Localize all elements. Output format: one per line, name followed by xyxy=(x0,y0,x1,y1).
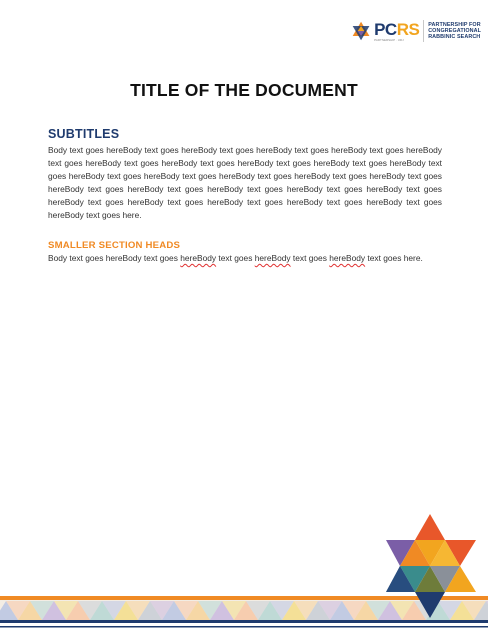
logo-name xyxy=(428,22,481,41)
body2-part-7: text goes here. xyxy=(365,253,423,263)
body2-part-1: Body text goes hereBody text goes xyxy=(48,253,181,263)
logo-divider xyxy=(423,20,424,42)
spellcheck-word-1: hereBody xyxy=(180,253,217,263)
pcrs-logo xyxy=(351,16,481,46)
logo-abbreviation xyxy=(374,21,419,38)
logo-subline: PARTNERSHIP · URJ xyxy=(374,37,404,42)
body2-part-5: text goes xyxy=(290,253,330,263)
spellcheck-word-3: hereBody xyxy=(329,253,366,263)
logo-mark xyxy=(374,21,419,42)
logo-name-line-1: PARTNERSHIP FOR xyxy=(428,21,481,28)
document-title: TITLE OF THE DOCUMENT xyxy=(130,80,358,100)
subtitle: SUBTITLES xyxy=(48,127,120,141)
logo-name-line-3: RABBINIC SEARCH xyxy=(428,34,481,41)
logo-name-line-2: CONGREGATIONAL xyxy=(428,27,481,34)
body-paragraph-2 xyxy=(48,252,442,265)
footer-band xyxy=(0,596,488,628)
star-logo-icon xyxy=(351,19,371,43)
body-paragraph-1: Body text goes hereBody text goes hereBody text goes hereBody text goes hereBody text goes hereBody text goes hereBody text goes hereBody text goes hereBody text goes hereBody text goes hereBody text goes hereBody text goes hereBody text goes hereBody text goes hereBody text goes hereBody text goes hereBody text goes hereBody text goes hereBody text goes hereBody text goes hereBody text goes hereBody text goes hereBody text goes hereBody text goes hereBody text goes hereBody text goes hereBody text goes here. xyxy=(48,145,442,220)
spellcheck-word-2: hereBody xyxy=(254,253,291,263)
body2-part-3: text goes xyxy=(216,253,255,263)
logo-abbr-pc: PC xyxy=(374,19,397,39)
section-head: SMALLER SECTION HEADS xyxy=(48,240,181,251)
logo-abbr-rs: RS xyxy=(396,19,420,39)
footer-triangle-pattern xyxy=(0,508,488,634)
